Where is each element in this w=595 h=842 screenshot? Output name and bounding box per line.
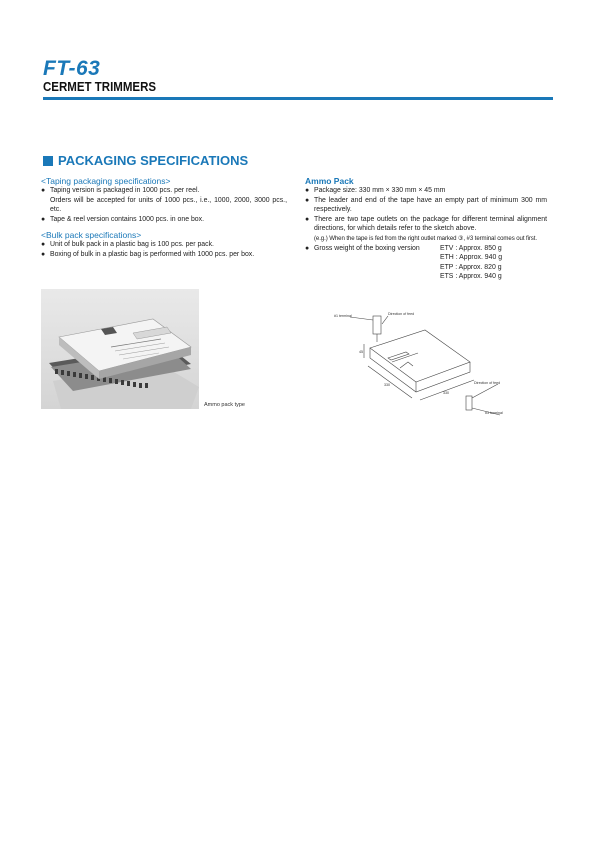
- sketch-dim-w: 330: [384, 383, 390, 387]
- ammo-pack-photo-drawing: [41, 289, 199, 409]
- sketch-dim-h: 45: [359, 350, 363, 354]
- ammo-item-1: [305, 186, 547, 196]
- bullet-icon: ●: [41, 241, 46, 249]
- product-subtitle: CERMET TRIMMERS: [43, 80, 157, 94]
- right-column: [305, 176, 547, 284]
- bulk-item-1: [41, 240, 287, 250]
- taping-item-2-text: Tape & reel version contains 1000 pcs. in one box.: [50, 215, 204, 223]
- bullet-icon: ●: [41, 215, 46, 223]
- ammo-heading: Ammo Pack: [305, 176, 354, 186]
- bullet-icon: ●: [305, 215, 310, 223]
- weight-etv: ETV : Approx. 850 g: [440, 244, 502, 252]
- ammo-item-3-note: (e.g.) When the tape is fed from the right outlet marked ③, #3 terminal comes out first.: [314, 234, 537, 242]
- taping-item-1-cont: Orders will be accepted for units of 1000 pcs., i.e., 1000, 2000, 3000 pcs., etc.: [50, 196, 287, 214]
- sketch-label-t1: #1 terminal: [334, 314, 352, 318]
- taping-item-2: [41, 215, 287, 225]
- weight-etp: ETP : Approx. 820 g: [440, 263, 502, 271]
- ammo-item-1-text: Package size: 330 mm × 330 mm × 45 mm: [314, 187, 446, 194]
- model-title: FT-63: [43, 57, 101, 80]
- ammo-item-4-text: Gross weight of the boxing version: [314, 244, 420, 252]
- bullet-icon: ●: [41, 250, 46, 258]
- bulk-item-1-text: Unit of bulk pack in a plastic bag is 100 pcs. per pack.: [50, 241, 214, 249]
- section-title-text: PACKAGING SPECIFICATIONS: [58, 153, 249, 168]
- bullet-icon: ●: [305, 244, 310, 252]
- ammo-pack-photo: [41, 289, 199, 409]
- bullet-icon: ●: [305, 196, 310, 204]
- taping-item-1-text: Taping version is packaged in 1000 pcs. per reel.: [50, 187, 200, 194]
- weight-ets: ETS : Approx. 940 g: [440, 273, 502, 281]
- sketch-slot: [388, 352, 409, 360]
- ammo-item-2-text: The leader and end of the tape have an empty part of minimum 300 mm respectively.: [314, 196, 547, 214]
- sketch-label-dir1: Direction of feed: [388, 312, 415, 316]
- photo-caption: Ammo pack type: [204, 402, 245, 408]
- sketch-dim-d: 330: [443, 391, 449, 395]
- ammo-pack-sketch: [330, 310, 520, 430]
- weight-eth: ETH : Approx. 940 g: [440, 254, 503, 262]
- section-title: [43, 154, 248, 167]
- header-rule: [43, 97, 553, 100]
- sketch-arrow: [400, 362, 413, 368]
- left-column: [41, 176, 287, 260]
- ammo-item-3-text: There are two tape outlets on the package for different terminal alignment directions, for which details refer to the sketch above.: [314, 215, 547, 233]
- square-bullet-icon: [43, 156, 53, 166]
- bulk-heading: <Bulk pack specifications>: [41, 230, 142, 241]
- sketch-label-t3: #3 terminal: [485, 411, 503, 415]
- bulk-item-2-text: Boxing of bulk in a plastic bag is performed with 1000 pcs. per box.: [50, 250, 255, 258]
- taping-item-1: [41, 186, 287, 196]
- sketch-label-dir2: Direction of feed: [474, 381, 501, 385]
- bulk-item-2: [41, 250, 287, 260]
- taping-heading: <Taping packaging specifications>: [41, 176, 171, 186]
- ammo-item-4: [305, 244, 547, 284]
- ammo-item-3: [305, 215, 547, 234]
- ammo-item-2: [305, 196, 547, 215]
- bullet-icon: ●: [305, 187, 310, 194]
- bullet-icon: ●: [41, 187, 46, 194]
- sketch-box-top: [370, 330, 470, 382]
- weights-list: [440, 244, 502, 282]
